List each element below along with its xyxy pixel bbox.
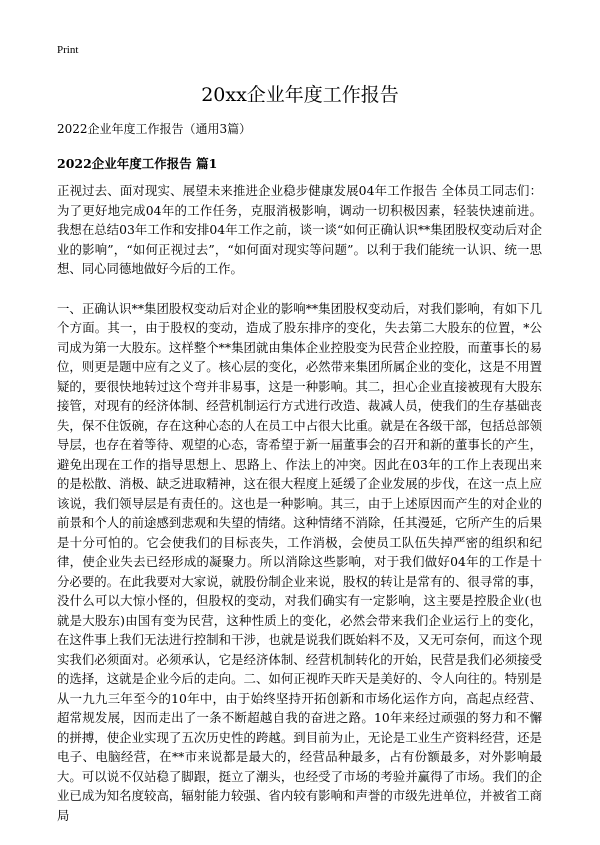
document-title: 20xx企业年度工作报告 — [201, 84, 399, 106]
print-label: Print — [57, 44, 79, 56]
paragraph-intro: 正视过去、面对现实、展望未来推进企业稳步健康发展04年工作报告 全体员工同志们：为了更好地完成04年的工作任务，克服消极影响，调动一切积极因素，轻装快速前进。我想在总结03年工作和安排04年工作之前，谈一谈“如何正确认识**集团股权变动后对企业的影响”，“如何正视过去”，“如何面对现实等问题”。以利于我们能统一认识、统一思想、同心同德地做好今后的工作。 — [57, 183, 542, 276]
paragraph-main: 一、正确认识**集团股权变动后对企业的影响**集团股权变动后，对我们影响，有如下几个方面。其一，由于股权的变动，造成了股东排序的变化，失去第二大股东的位置，*公司成为第一大股东。这样整个**集团就由集体企业控股变为民营企业控股，而董事长的易位，则更是题中应有之义了。核心层的变化，必然带来集团所属企业的变化，这是不用置疑的，要很快地转过这个弯并非易事，这是一种影响。其二，担心企业直接被现有大股东接管，对现有的经济体制、经营机制运行方式进行改造、裁减人员，使我们的生存基础丧失，保不住饭碗，存在这种心态的人在员工中占很大比重。就是在各级干部，包括总部领导层，也存在着等待、观望的心态，寄希望于新一届董事会的召开和新的董事长的产生，避免出现在工作的指导思想上、思路上、作法上的冲突。因此在03年的工作上表现出来的是松散、消极、缺乏进取精神，这在很大程度上延缓了企业发展的步伐，在这一点上应该说，我们领导层是有责任的。这也是一种影响。其三，由于上述原因而产生的对企业的前景和个人的前途感到悲观和失望的情绪。这种情绪不消除，任其漫延，它所产生的后果是十分可怕的。它会使我们的目标丧失，工作消极，会使员工队伍失掉严密的组织和纪律，使企业失去已经形成的凝聚力。所以消除这些影响，对于我们做好04年的工作是十分必要的。在此我要对大家说，就股份制企业来说，股权的转让是常有的、很寻常的事，没什么可以大惊小怪的，但股权的变动，对我们确实有一定影响，这主要是控股企业(也就是大股东)由国有变为民营，这种性质上的变化，必然会带来我们企业运行上的变化，在这件事上我们无法进行控制和干涉，也就是说我们既始料不及，又无可奈何，而这个现实我们必须面对。必须承认，它是经济体制、经营机制转化的开始，民营是我们必须接受的选择，这就是企业今后的走向。二、如何正视昨天昨天是美好的、令人向往的。特别是从一九九三年至今的10年中，由于始终坚持开拓创新和市场化运作方向，高起点经营、超常规发展，因而走出了一条不断超越自我的奋进之路。10年来经过顽强的努力和不懈的拼搏，使企业实现了五次历史性的跨越。到目前为止，无论是工业生产资料经营，还是电子、电脑经营，在**市来说都是最大的，经营品种最多，占有份额最多，对外影响最大。可以说不仅站稳了脚跟，挺立了潮头，也经受了市场的考验并赢得了市场。我们的企业已成为知名度较高，辐射能力较强、省内较有影响和声誉的市级先进单位，并被省工商局 — [57, 300, 542, 823]
section-heading: 2022企业年度工作报告 篇1 — [57, 156, 218, 171]
document-body — [57, 181, 542, 845]
document-subtitle: 2022企业年度工作报告（通用3篇） — [57, 122, 252, 136]
